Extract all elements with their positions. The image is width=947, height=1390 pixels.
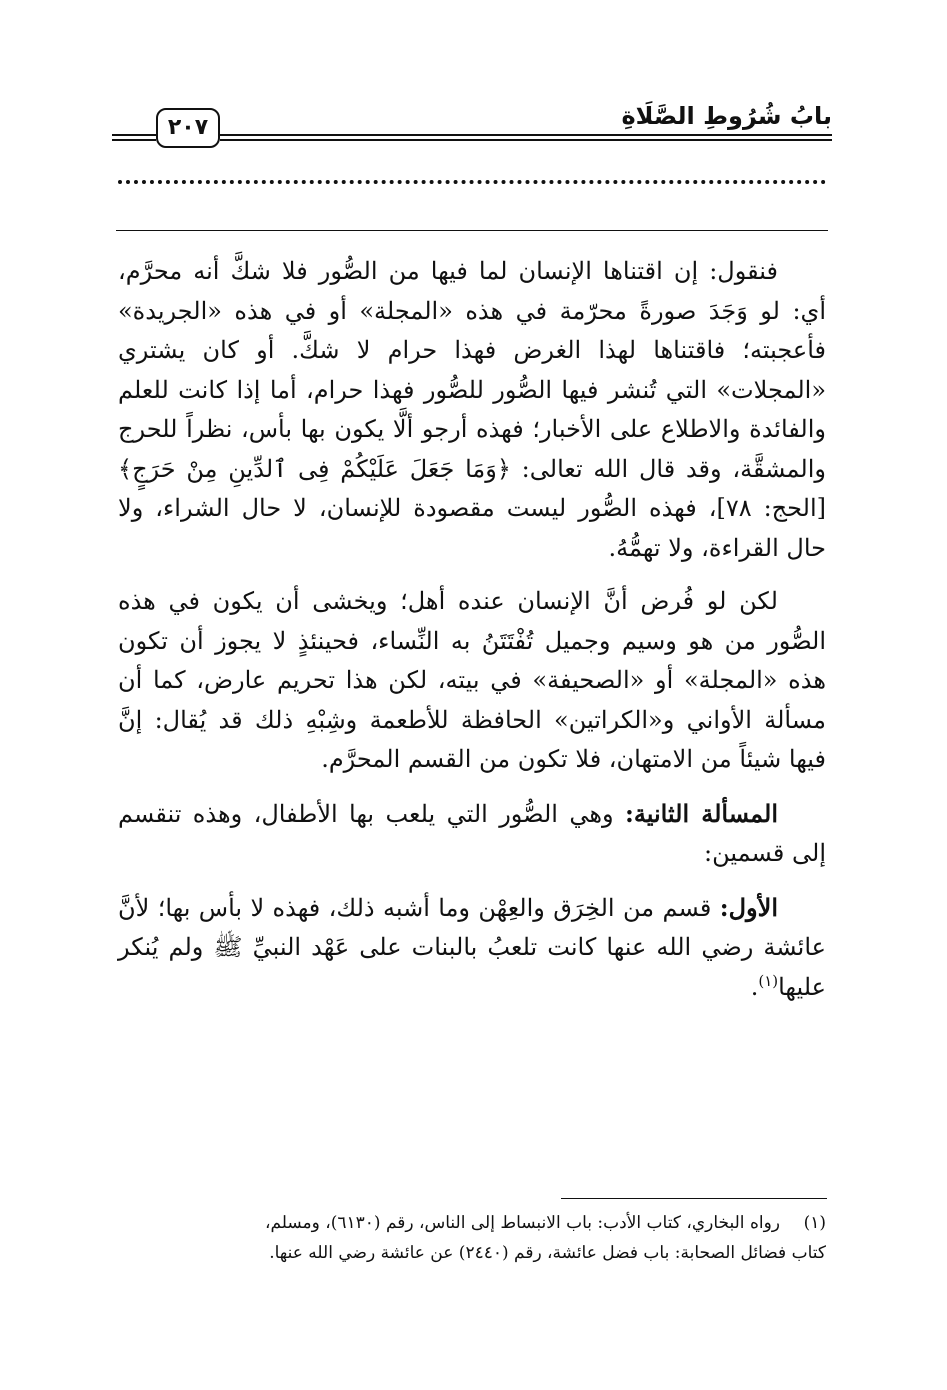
- paragraph-2-text: لكن لو فُرض أنَّ الإنسان عنده أهل؛ ويخشى أن يكون في هذه الصُّور من هو وسيم وجميل تُفْتَتَنُ به النِّساء، فحينئذٍ لا يجوز أن تكون هذه «المجلة» أو «الصحيفة» في بيته، لكن هذا تحريم عارض، كما أن مسألة الأواني و«الكراتين» الحافظة للأطعمة وشِبْهِ ذلك قد يُقال: إنَّ فيها شيئاً من الامتهان، فلا تكون من القسم المحرَّم.: [118, 587, 826, 773]
- dotted-separator: [118, 180, 826, 184]
- header-double-rule-right: [220, 134, 832, 141]
- main-text: [118, 252, 826, 1007]
- footnote: [118, 1208, 826, 1268]
- page-header: [112, 96, 832, 156]
- header-double-rule-left: [112, 134, 156, 141]
- footnote-rule: [561, 1198, 827, 1199]
- footnote-line-2: كتاب فضائل الصحابة: باب فضل عائشة، رقم (٢٤٤٠) عن عائشة رضي الله عنها.: [269, 1243, 826, 1263]
- paragraph-3: [118, 794, 826, 874]
- paragraph-1-text: فنقول: إن اقتناها الإنسان لما فيها من الصُّور فلا شكَّ أنه محرَّم، أي: لو وَجَدَ صورةً محرّمة في هذه «المجلة» أو في هذه «الجريدة» فأعجبته؛ فاقتناها لهذا الغرض فهذا حرام لا شكَّ. أو كان يشتري «المجلات» التي تُنشر فيها الصُّور للصُّور فهذا حرام، أما إذا كانت للعلم والفائدة والاطلاع على الأخبار؛ فهذه أرجو ألَّا يكون بها بأس، نظراً للحرج والمشقَّة، وقد قال الله تعالى: ﴿وَمَا جَعَلَ عَلَيْكُمْ فِى ٱلدِّينِ مِنْ حَرَجٍ﴾ [الحج: ٧٨]، فهذه الصُّور ليست مقصودة للإنسان، لا حال الشراء، ولا حال القراءة، ولا تهمُّهُ.: [118, 257, 827, 562]
- paragraph-4: [118, 888, 826, 1008]
- paragraph-4-tail: .: [750, 972, 759, 1001]
- chapter-title: بابُ شُرُوطِ الصَّلَاةِ: [621, 102, 832, 130]
- footnote-reference[interactable]: (١): [758, 971, 779, 990]
- paragraph-2: [118, 582, 826, 780]
- footnote-line-1: رواه البخاري، كتاب الأدب: باب الانبساط إلى الناس، رقم (٦١٣٠)، ومسلم،: [264, 1213, 780, 1233]
- page-number: ٢٠٧: [156, 108, 220, 148]
- paragraph-4-text: قسم من الخِرَق والعِهْن وما أشبه ذلك، فهذه لا بأس بها؛ لأنَّ عائشة رضي الله عنها كانت تلعبُ بالبنات على عَهْد النبيِّ ﷺ ولم يُنكر عليها: [118, 893, 826, 1001]
- paragraph-1: [118, 252, 826, 568]
- issue-two-heading: المسألة الثانية:: [624, 798, 779, 828]
- paragraph-3-text: وهي الصُّور التي يلعب بها الأطفال، وهذه تنقسم إلى قسمين:: [118, 799, 826, 867]
- footnote-number: (١): [803, 1213, 826, 1233]
- first-section-heading: الأول:: [719, 892, 778, 922]
- text-top-rule: [116, 230, 828, 231]
